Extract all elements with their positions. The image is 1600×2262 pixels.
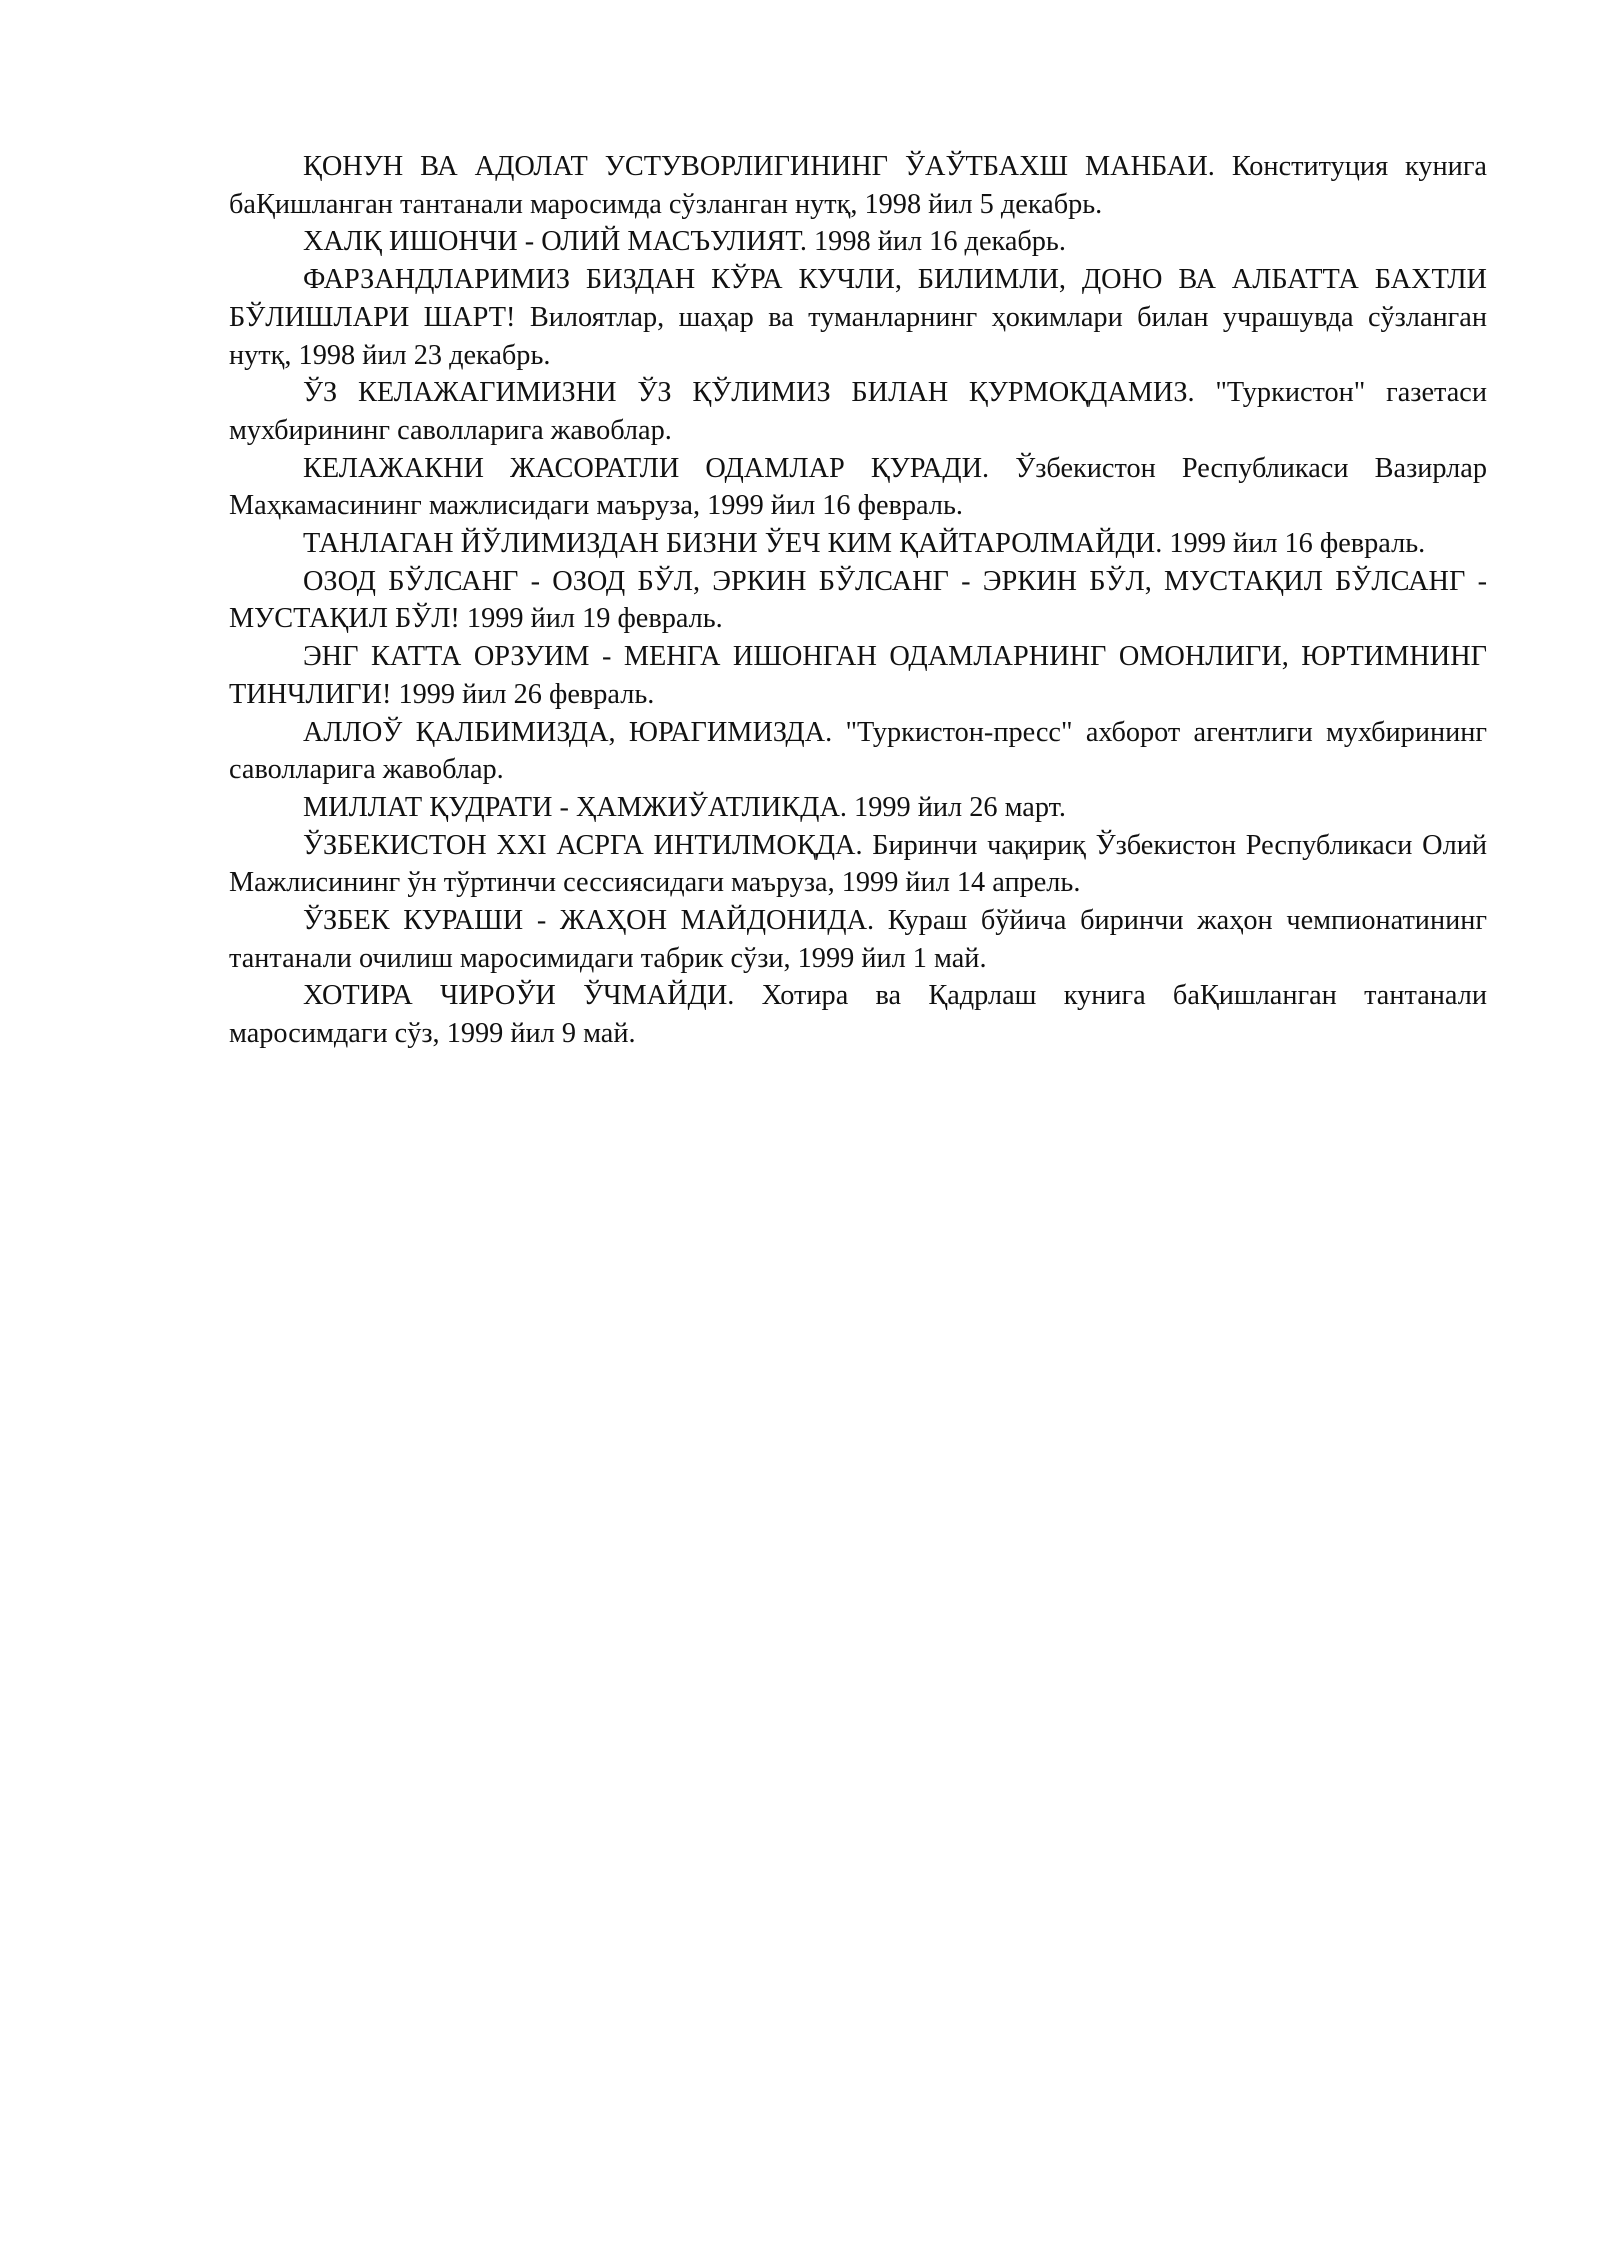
list-item: ХОТИРА ЧИРОЎИ ЎЧМАЙДИ. Хотира ва Қадрлаш кунига баҚишланган тантанали маросимдаги сўз, 1999 йил 9 май. bbox=[229, 980, 1487, 1050]
document-body bbox=[229, 148, 1487, 1053]
list-item: ОЗОД БЎЛСАНГ - ОЗОД БЎЛ, ЭРКИН БЎЛСАНГ - ЭРКИН БЎЛ, МУСТАҚИЛ БЎЛСАНГ - МУСТАҚИЛ БЎЛ! 1999 йил 19 февраль. bbox=[229, 565, 1487, 635]
list-item: ХАЛҚ ИШОНЧИ - ОЛИЙ МАСЪУЛИЯТ. 1998 йил 16 декабрь. bbox=[303, 226, 1066, 258]
list-item: ҚОНУН ВА АДОЛАТ УСТУВОРЛИГИНИНГ ЎАЎТБАХШ МАНБАИ. Конституция кунига баҚишланган тантанали маросимда сўзланган нутқ, 1998 йил 5 декабрь. bbox=[229, 151, 1487, 220]
list-item: ЎЗ КЕЛАЖАГИМИЗНИ ЎЗ ҚЎЛИМИЗ БИЛАН ҚУРМОҚДАМИЗ. "Туркистон" газетаси мухбирининг саволларига жавоблар. bbox=[229, 377, 1487, 446]
list-item: МИЛЛАТ ҚУДРАТИ - ҲАМЖИЎАТЛИКДА. 1999 йил 26 март. bbox=[303, 791, 1066, 823]
list-item: АЛЛОЎ ҚАЛБИМИЗДА, ЮРАГИМИЗДА. "Туркистон-пресс" ахборот агентлиги мухбирининг саволларига жавоблар. bbox=[229, 716, 1487, 786]
list-item: ЎЗБЕК КУРАШИ - ЖАҲОН МАЙДОНИДА. Кураш бўйича биринчи жаҳон чемпионатининг тантанали очилиш маросимидаги табрик сўзи, 1999 йил 1 май. bbox=[229, 905, 1487, 974]
list-item: ЎЗБЕКИСТОН XXI АСРГА ИНТИЛМОҚДА. Биринчи чақириқ Ўзбекистон Республикаси Олий Мажлисининг ўн тўртинчи сессиясидаги маъруза, 1999 йил 14 апрель. bbox=[229, 829, 1487, 899]
list-item: ФАРЗАНДЛАРИМИЗ БИЗДАН КЎРА КУЧЛИ, БИЛИМЛИ, ДОНО ВА АЛБАТТА БАХТЛИ БЎЛИШЛАРИ ШАРТ! Вилоятлар, шаҳар ва туманларнинг ҳокимлари билан учрашувда сўзланган нутқ, 1998 йил 23 декабрь. bbox=[229, 264, 1487, 371]
list-item: ТАНЛАГАН ЙЎЛИМИЗДАН БИЗНИ ЎЕЧ КИМ ҚАЙТАРОЛМАЙДИ. 1999 йил 16 февраль. bbox=[303, 528, 1426, 560]
list-item: ЭНГ КАТТА ОРЗУИМ - МЕНГА ИШОНГАН ОДАМЛАРНИНГ ОМОНЛИГИ, ЮРТИМНИНГ ТИНЧЛИГИ! 1999 йил 26 февраль. bbox=[229, 641, 1487, 710]
list-item: КЕЛАЖАКНИ ЖАСОРАТЛИ ОДАМЛАР ҚУРАДИ. Ўзбекистон Республикаси Вазирлар Маҳкамасининг мажлисидаги маъруза, 1999 йил 16 февраль. bbox=[229, 452, 1487, 522]
